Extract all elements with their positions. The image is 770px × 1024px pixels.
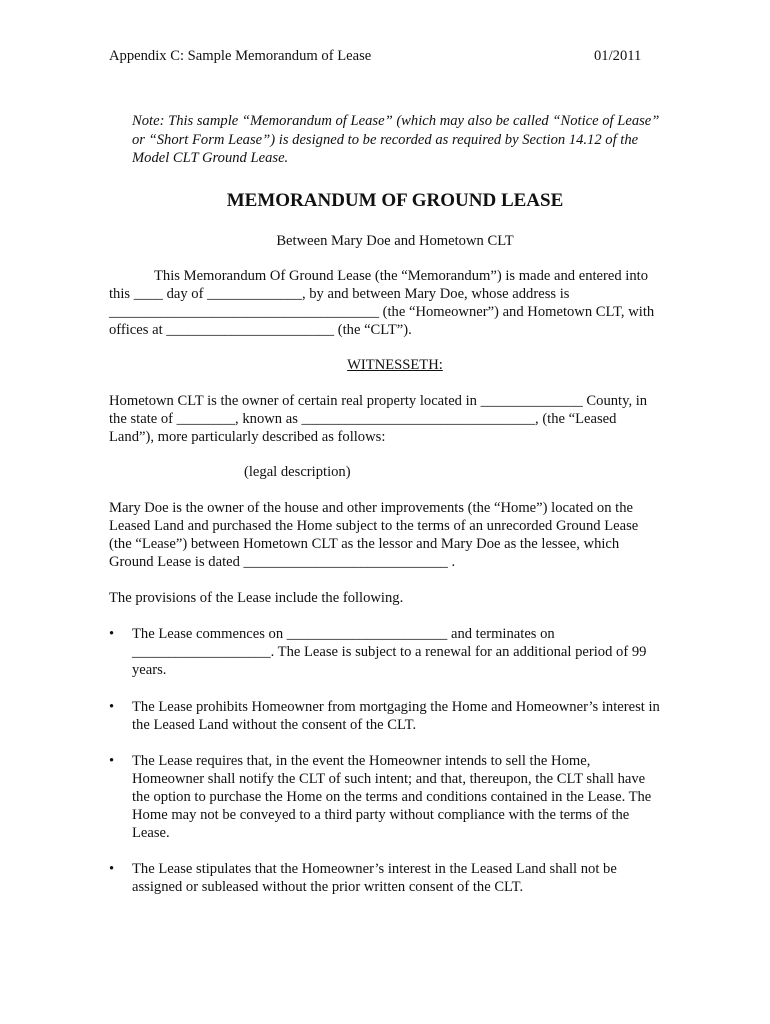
bullet-line: the option to purchase the Home on the terms and conditions contained in the Lease. The [132, 789, 652, 805]
bullet-marker: • [109, 861, 115, 877]
note-line: or “Short Form Lease”) is designed to be recorded as required by Section 14.12 of the [132, 131, 639, 148]
bullet-marker: • [109, 626, 115, 642]
home-line: (the “Lease”) between Hometown CLT as the lessor and Mary Doe as the lessee, which [109, 536, 620, 552]
bullet-marker: • [109, 753, 115, 769]
witnesseth-heading [0, 356, 770, 374]
bullet-line: the Leased Land without the consent of the CLT. [132, 717, 417, 733]
bullet-line: Lease. [132, 825, 170, 841]
document-title: MEMORANDUM OF GROUND LEASE [226, 190, 564, 211]
note-label: Note [132, 113, 160, 129]
property-line: Land”), more particularly described as follows: [109, 429, 386, 445]
bullet-line: The Lease requires that, in the event the Homeowner intends to sell the Home, [132, 753, 591, 769]
legal-description: (legal description) [244, 464, 351, 480]
intro-line: _____________________________________ (the “Homeowner”) and Hometown CLT, with [109, 304, 655, 320]
bullet-line: ___________________. The Lease is subject to a renewal for an additional period of 99 [132, 644, 647, 660]
home-line: Mary Doe is the owner of the house and other improvements (the “Home”) located on the [109, 500, 633, 516]
intro-line: offices at _______________________ (the “CLT”). [109, 322, 412, 338]
property-line: Hometown CLT is the owner of certain real property located in ______________ County, in [109, 393, 648, 409]
bullet-line: The Lease prohibits Homeowner from mortgaging the Home and Homeowner’s interest in [132, 699, 660, 715]
bullet-line: Home may not be conveyed to a third party without compliance with the terms of the [132, 807, 630, 823]
note-line [132, 112, 692, 131]
bullet-marker: • [109, 699, 115, 715]
sample-note [132, 112, 692, 168]
bullet-line: years. [132, 662, 167, 678]
provisions-intro: The provisions of the Lease include the following. [109, 590, 404, 606]
intro-line: this ____ day of _____________, by and between Mary Doe, whose address is [109, 286, 570, 302]
page-header-date: 01/2011 [594, 48, 642, 64]
bullet-line: The Lease commences on ______________________ and terminates on [132, 626, 555, 642]
page-header-title: Appendix C: Sample Memorandum of Lease [109, 48, 372, 64]
home-line: Ground Lease is dated ____________________________ . [109, 554, 456, 570]
bullet-line: Homeowner shall notify the CLT of such intent; and that, thereupon, the CLT shall have [132, 771, 646, 787]
note-line: Model CLT Ground Lease. [132, 150, 289, 166]
bullet-line: The Lease stipulates that the Homeowner’s interest in the Leased Land shall not be [132, 861, 617, 877]
property-line: the state of ________, known as ________________________________, (the “Leased [109, 411, 617, 427]
intro-line: This Memorandum Of Ground Lease (the “Memorandum”) is made and entered into [154, 268, 649, 284]
home-line: Leased Land and purchased the Home subject to the terms of an unrecorded Ground Lease [109, 518, 639, 534]
bullet-line: assigned or subleased without the prior written consent of the CLT. [132, 879, 524, 895]
witnesseth-label: WITNESSETH: [347, 357, 443, 373]
parties-subtitle: Between Mary Doe and Hometown CLT [276, 233, 514, 249]
note-text: : This sample “Memorandum of Lease” (which may also be called “Notice of Lease” [159, 113, 660, 129]
